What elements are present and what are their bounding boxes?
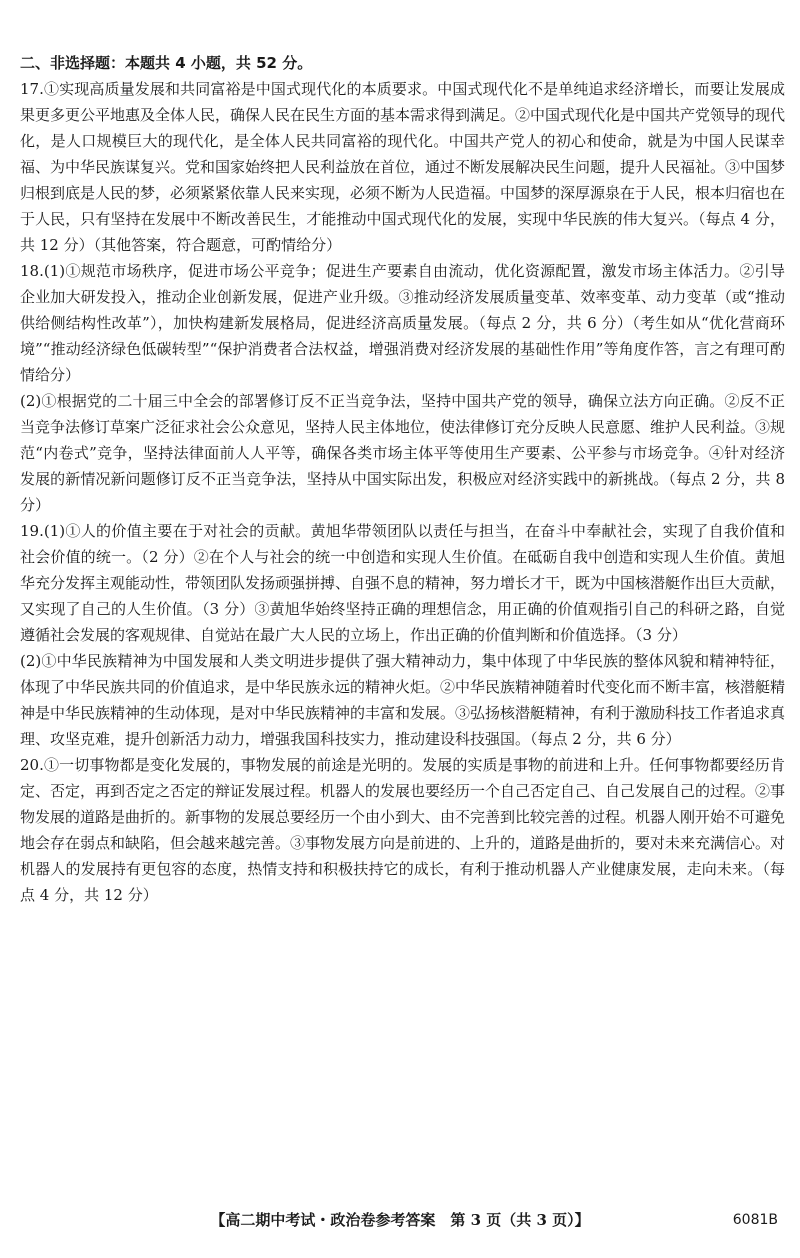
answer-content [20, 76, 785, 908]
answer-q17: 17.①实现高质量发展和共同富裕是中国式现代化的本质要求。中国式现代化不是单纯追求经济增长，而要让发展成果更多更公平地惠及全体人民，确保人民在民生方面的基本需求得到满足。②中国式现代化是中国共产党领导的现代化，是人口规模巨大的现代化，是全体人民共同富裕的现代化。中国共产党人的初心和使命，就是为中国人民谋幸福、为中华民族谋复兴。党和国家始终把人民利益放在首位，通过不断发展解决民生问题，提升人民福祉。③中国梦归根到底是人民的梦，必须紧紧依靠人民来实现，必须不断为人民造福。中国梦的深厚源泉在于人民，根本归宿也在于人民，只有坚持在发展中不断改善民生，才能推动中国式现代化的发展，实现中华民族的伟大复兴。（每点 4 分，共 12 分）（其他答案，符合题意，可酌情给分） [20, 80, 786, 254]
footer-title: 【高二期中考试・政治卷参考答案 第 3 页（共 3 页）】 [210, 1211, 590, 1229]
answer-q20: 20.①一切事物都是变化发展的，事物发展的前途是光明的。发展的实质是事物的前进和上升。任何事物都要经历肯定、否定，再到否定之否定的辩证发展过程。机器人的发展也要经历一个自己否定自己、自己发展自己的过程。②事物发展的道路是曲折的。新事物的发展总要经历一个由小到大、由不完善到比较完善的过程。机器人刚开始不可避免地会存在弱点和缺陷，但会越来越完善。③事物发展方向是前进的、上升的，道路是曲折的，要对未来充满信心。对机器人的发展持有更包容的态度，热情支持和积极扶持它的成长，有利于推动机器人产业健康发展，走向未来。（每点 4 分，共 12 分） [20, 756, 786, 904]
answer-q18-part2: (2)①根据党的二十届三中全会的部署修订反不正当竞争法，坚持中国共产党的领导，确保立法方向正确。②反不正当竞争法修订草案广泛征求社会公众意见，坚持人民主体地位，使法律修订充分反映人民意愿、维护人民利益。③规范“内卷式”竞争，坚持法律面前人人平等，确保各类市场主体平等使用生产要素、公平参与市场竞争。④针对经济发展的新情况新问题修订反不正当竞争法，坚持从中国实际出发，积极应对经济实践中的新挑战。（每点 2 分，共 8 分） [20, 392, 786, 514]
answer-q19-part1: 19.(1)①人的价值主要在于对社会的贡献。黄旭华带领团队以责任与担当，在奋斗中奉献社会，实现了自我价值和社会价值的统一。（2 分）②在个人与社会的统一中创造和实现人生价值。在砥砺自我中创造和实现人生价值。黄旭华充分发挥主观能动性，带领团队发扬顽强拼搏、自强不息的精神，努力增长才干，既为中国核潜艇作出巨大贡献，又实现了自己的人生价值。（3 分）③黄旭华始终坚持正确的理想信念，用正确的价值观指引自己的科研之路，自觉遵循社会发展的客观规律、自觉站在最广大人民的立场上，作出正确的价值判断和价值选择。（3 分） [20, 522, 786, 644]
answer-q18-part1: 18.(1)①规范市场秩序，促进市场公平竞争；促进生产要素自由流动，优化资源配置，激发市场主体活力。②引导企业加大研发投入，推动企业创新发展，促进产业升级。③推动经济发展质量变革、效率变革、动力变革（或“推动供给侧结构性改革”），加快构建新发展格局，促进经济高质量发展。（每点 2 分，共 6 分）（考生如从“优化营商环境”“推动经济绿色低碳转型”“保护消费者合法权益，增强消费对经济发展的基础性作用”等角度作答，言之有理可酌情给分） [20, 262, 785, 384]
page-footer [0, 1208, 800, 1232]
answer-q19-part2: (2)①中华民族精神为中国发展和人类文明进步提供了强大精神动力，集中体现了中华民族的整体风貌和精神特征，体现了中华民族共同的价值追求，是中华民族永远的精神火炬。②中华民族精神随着时代变化而不断丰富，核潜艇精神是中华民族精神的生动体现，是对中华民族精神的丰富和发展。③弘扬核潜艇精神，有利于激励科技工作者追求真理、攻坚克难，提升创新活力动力，增强我国科技实力，推动建设科技强国。（每点 2 分，共 6 分） [20, 652, 786, 748]
footer-code: 6081B [732, 1212, 778, 1228]
section-title: 二、非选择题：本题共 4 小题，共 52 分。 [20, 54, 313, 72]
